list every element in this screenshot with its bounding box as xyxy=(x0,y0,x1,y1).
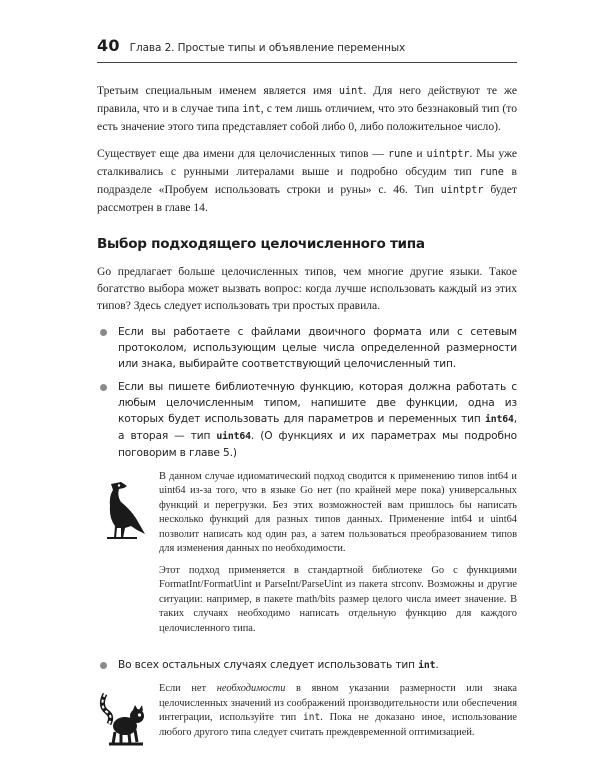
note-generic-functions xyxy=(97,470,517,644)
code-int-note: int xyxy=(302,712,321,724)
page-content xyxy=(97,82,517,770)
note-paragraph-1: В данном случае идиоматический подход сводится к применению типов int64 и uint64 из-за того, что в языке Go нет (по крайней мере пока) универсальных функций и перегрузки. Без этих возможностей вам пришлось бы написать несколько функций для разных типов данных. Применение int64 и uint64 позволит написать код один раз, а затем пользоваться преобразованием типов для изменения данных по необходимости. xyxy=(159,470,517,555)
code-uintptr: uintptr xyxy=(426,149,470,160)
running-header xyxy=(97,36,517,55)
rules-list xyxy=(97,324,517,462)
section-intro: Go предлагает больше целочисленных типов, чем многие другие языки. Такое богатство выбора может вызвать вопрос: когда лучше использовать каждый из этих типов? Здесь следует использовать три простых правила. xyxy=(97,265,517,312)
code-rune: rune xyxy=(387,149,413,160)
crow-icon xyxy=(97,474,149,544)
code-rune-2: rune xyxy=(479,167,504,178)
note-paragraph: Если нет необходимости в явном указании размерности или знака целочисленных значений из соображений производительности или обеспечения интеграции, используйте тип int. Пока не доказано иное, использование любого другого типа следует считать преждевременной оптимизацией. xyxy=(159,683,518,738)
code-uint64: uint64 xyxy=(216,431,251,443)
lemur-icon xyxy=(97,686,149,756)
bullet-icon xyxy=(100,662,107,669)
note-paragraph-2: Этот подход применяется в стандартной библиотеке Go с функциями FormatInt/FormatUint и ParseInt/ParseUint из пакета strconv. Возможны и другие ситуации: например, в пакете math/bits размер целого числа имеет значение. В таких случаях необходимо написать отдельную функцию для каждого целочисленного типа. xyxy=(159,564,517,634)
emphasis: необходимости xyxy=(216,683,286,695)
code-uint: uint xyxy=(338,86,364,97)
rules-list-continued xyxy=(97,657,517,674)
section-heading: Выбор подходящего целочисленного типа xyxy=(97,236,425,252)
note-text xyxy=(159,470,517,644)
rule-item-1: Если вы работаете с файлами двоичного формата или с сетевым протоколом, использующим целые числа определенной размерности или знака, выбирайте соответствующий целочисленный тип. xyxy=(97,324,517,373)
bullet-icon xyxy=(100,329,107,336)
paragraph-rune-uintptr: Существует еще два имени для целочисленных типов — rune и uintptr. Мы уже сталкивались с рунными литералами выше и подробно обсудим тип rune в подразделе «Пробуем использовать строки и руны» с. 46. Тип uintptr будет рассмотрен в главе 14. xyxy=(97,147,518,214)
page-number: 40 xyxy=(97,36,120,55)
note-text xyxy=(159,682,517,756)
bullet-icon xyxy=(100,384,107,391)
note-premature-optimization xyxy=(97,682,517,756)
header-rule xyxy=(97,62,517,63)
chapter-title: Глава 2. Простые типы и объявление переменных xyxy=(129,42,406,54)
rule-item-2: Если вы пишете библиотечную функцию, которая должна работать с любым целочисленным типом, напишите две функции, одна из которых будет использовать для параметров и переменных тип int64, а вторая — тип uint64. (О функциях и их параметрах мы подробно поговорим в главе 5.) xyxy=(97,379,517,462)
paragraph-uint: Третьим специальным именем является имя uint. Для него действуют те же правила, что и в случае типа int, с тем лишь отличием, что это беззнаковый тип (то есть значение этого типа представляет собой либо 0, либо положительное число). xyxy=(97,84,517,133)
code-int-bullet: int xyxy=(418,660,436,672)
code-uintptr-2: uintptr xyxy=(440,185,484,196)
rule-item-3: Во всех остальных случаях следует использовать тип int. xyxy=(97,657,517,674)
code-int64: int64 xyxy=(485,414,514,426)
code-int: int xyxy=(242,104,261,115)
